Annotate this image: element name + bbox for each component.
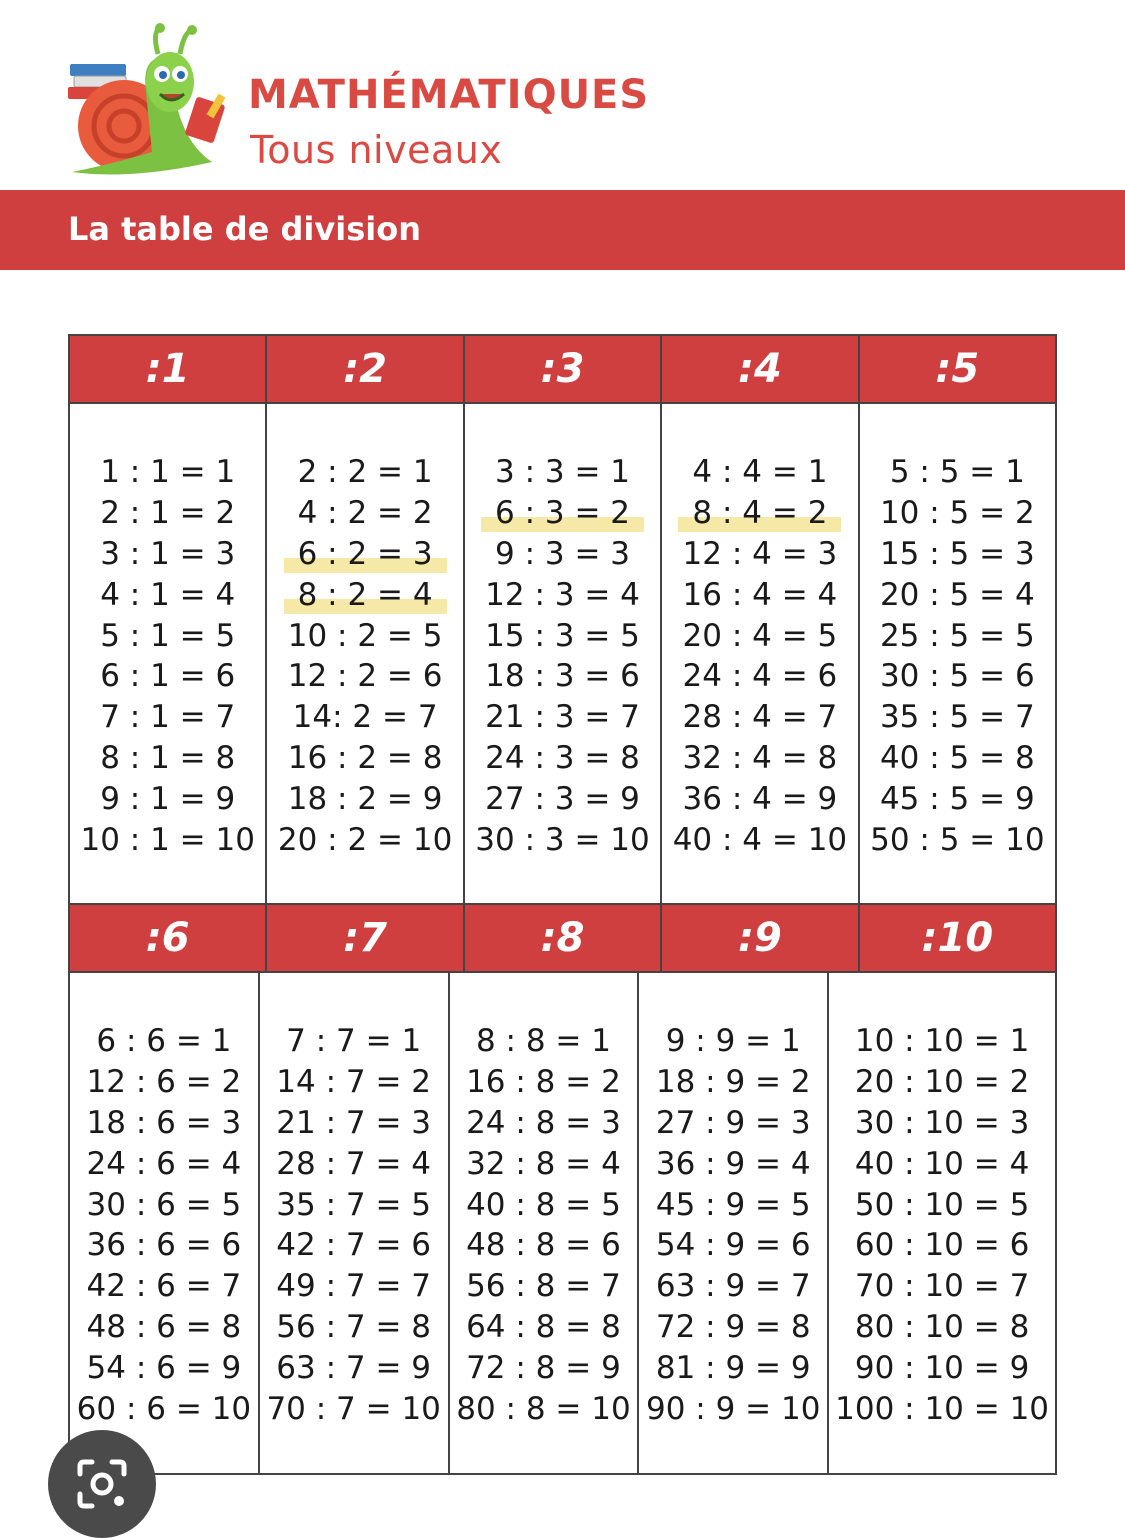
table-row: 21 : 7 = 3 — [276, 1104, 432, 1141]
table-row: 2 : 1 = 2 — [100, 494, 236, 531]
table-row: 10 : 10 = 1 — [854, 1023, 1030, 1059]
table-row: 20 : 4 = 5 — [682, 617, 838, 654]
table-row: 18 : 6 = 3 — [86, 1104, 242, 1141]
table-row: 48 : 8 = 6 — [466, 1227, 621, 1264]
table-column-8 — [450, 973, 640, 1473]
table-row: 5 : 1 = 5 — [100, 617, 236, 654]
table-row: 2 : 2 = 1 — [297, 454, 433, 490]
table-row: 42 : 6 = 7 — [86, 1268, 242, 1305]
table-row: 50 : 5 = 10 — [870, 822, 1045, 859]
table-row: 14 : 7 = 2 — [276, 1063, 432, 1100]
table-row: 81 : 9 = 9 — [655, 1350, 811, 1387]
table-header-4: :4 — [662, 336, 859, 402]
table-column-7 — [260, 973, 450, 1473]
table-row: 8 : 2 = 4 — [292, 575, 439, 616]
table-header-5: :5 — [935, 346, 980, 392]
table-row: 10 : 2 = 5 — [287, 617, 443, 654]
table-row: 64 : 8 = 8 — [466, 1309, 621, 1346]
table-row: 30 : 5 = 6 — [879, 658, 1035, 695]
table-column-4 — [662, 404, 859, 903]
table-row: 16 : 2 = 8 — [287, 740, 443, 777]
page-title: MATHÉMATIQUES — [248, 72, 650, 118]
table-row: 90 : 9 = 10 — [646, 1391, 821, 1428]
table-column-5 — [860, 404, 1055, 903]
table-row: 12 : 2 = 6 — [287, 658, 443, 695]
table-row: 48 : 6 = 8 — [86, 1309, 242, 1346]
table-row: 42 : 7 = 6 — [276, 1227, 432, 1264]
table-row: 36 : 4 = 9 — [682, 781, 838, 818]
table-header-10: :10 — [921, 915, 994, 961]
table-row: 24 : 6 = 4 — [86, 1145, 242, 1182]
table-row: 7 : 1 = 7 — [100, 699, 236, 736]
table-header-6: :6 — [70, 905, 267, 971]
table-row: 8 : 8 = 1 — [475, 1023, 611, 1059]
table-column-10 — [829, 973, 1055, 1473]
table-column-3 — [465, 404, 662, 903]
table-row: 45 : 5 = 9 — [879, 781, 1035, 818]
table-row: 32 : 4 = 8 — [682, 740, 838, 777]
table-column-9 — [639, 973, 829, 1473]
table-row: 15 : 3 = 5 — [485, 617, 640, 654]
table-row: 28 : 4 = 7 — [682, 699, 838, 736]
table-row: 6 : 6 = 1 — [96, 1023, 232, 1059]
table-row: 56 : 7 = 8 — [276, 1309, 432, 1346]
table-row: 90 : 10 = 9 — [854, 1350, 1030, 1387]
table-row: 9 : 9 = 1 — [665, 1023, 801, 1059]
table-row: 3 : 1 = 3 — [100, 535, 236, 572]
table-row: 80 : 8 = 10 — [456, 1391, 631, 1428]
table-row: 12 : 4 = 3 — [682, 535, 838, 572]
table-row: 18 : 2 = 9 — [287, 781, 443, 818]
table-row: 10 : 5 = 2 — [879, 494, 1035, 531]
table-row: 20 : 5 = 4 — [879, 576, 1035, 613]
table-row: 3 : 3 = 1 — [495, 454, 631, 490]
table-row: 24 : 4 = 6 — [682, 658, 838, 695]
table-header-8: :8 — [465, 905, 662, 971]
table-row: 30 : 3 = 10 — [475, 822, 650, 859]
table-row: 8 : 1 = 8 — [100, 740, 236, 777]
table-row: 10 : 1 = 10 — [80, 822, 255, 859]
table-row: 27 : 9 = 3 — [655, 1104, 811, 1141]
table-row: 32 : 8 = 4 — [466, 1145, 621, 1182]
table-row: 18 : 3 = 6 — [485, 658, 640, 695]
table-row: 30 : 10 = 3 — [854, 1104, 1030, 1141]
table-row: 12 : 6 = 2 — [86, 1063, 242, 1100]
table-header-1: :1 — [70, 336, 267, 402]
section-banner — [0, 190, 1125, 270]
table-row: 54 : 9 = 6 — [655, 1227, 811, 1264]
table-row: 6 : 2 = 3 — [292, 534, 439, 575]
table-row: 15 : 5 = 3 — [879, 535, 1035, 572]
table-row: 54 : 6 = 9 — [86, 1350, 242, 1387]
table-row: 63 : 9 = 7 — [655, 1268, 811, 1305]
table-row: 63 : 7 = 9 — [276, 1350, 432, 1387]
table-row: 60 : 10 = 6 — [854, 1227, 1030, 1264]
table-row: 70 : 10 = 7 — [854, 1268, 1030, 1305]
table-row: 45 : 9 = 5 — [655, 1186, 811, 1223]
table-column-2 — [267, 404, 464, 903]
table-row: 4 : 1 = 4 — [100, 576, 236, 613]
table-header-2: :2 — [267, 336, 464, 402]
table-row: 12 : 3 = 4 — [485, 576, 640, 613]
table-row: 40 : 5 = 8 — [879, 740, 1035, 777]
table-row: 56 : 8 = 7 — [466, 1268, 621, 1305]
table-row: 50 : 10 = 5 — [854, 1186, 1030, 1223]
table-header-row — [70, 905, 1055, 973]
table-row: 30 : 6 = 5 — [86, 1186, 242, 1223]
table-row: 72 : 8 = 9 — [466, 1350, 621, 1387]
table-row: 40 : 8 = 5 — [466, 1186, 621, 1223]
table-row: 4 : 2 = 2 — [297, 494, 433, 531]
table-row: 40 : 4 = 10 — [672, 822, 848, 859]
visual-search-lens-icon — [74, 1456, 130, 1512]
snail-with-books-icon — [62, 22, 238, 180]
section-title: La table de division — [68, 210, 421, 248]
table-row: 5 : 5 = 1 — [889, 454, 1025, 490]
table-row: 80 : 10 = 8 — [854, 1309, 1030, 1346]
table-row: 60 : 6 = 10 — [76, 1391, 252, 1428]
table-row: 20 : 2 = 10 — [277, 822, 453, 859]
table-row: 18 : 9 = 2 — [655, 1063, 811, 1100]
table-row: 100 : 10 = 10 — [835, 1391, 1050, 1428]
table-header-row — [70, 336, 1055, 404]
table-row: 6 : 3 = 2 — [489, 493, 636, 534]
table-row: 14: 2 = 7 — [292, 699, 438, 736]
table-row: 28 : 7 = 4 — [276, 1145, 432, 1182]
table-row: 70 : 7 = 10 — [266, 1391, 441, 1428]
table-row: 36 : 6 = 6 — [86, 1227, 242, 1264]
table-row: 6 : 1 = 6 — [100, 658, 236, 695]
table-row: 4 : 4 = 1 — [692, 454, 828, 490]
table-header-9: :9 — [662, 905, 859, 971]
table-row: 16 : 8 = 2 — [466, 1063, 621, 1100]
table-column-6 — [70, 973, 260, 1473]
table-row: 20 : 10 = 2 — [854, 1063, 1030, 1100]
table-row: 35 : 7 = 5 — [276, 1186, 432, 1223]
visual-search-lens-button[interactable] — [48, 1430, 156, 1538]
page-subtitle: Tous niveaux — [250, 128, 503, 172]
table-row: 8 : 4 = 2 — [686, 493, 833, 534]
table-row: 9 : 3 = 3 — [495, 535, 631, 572]
table-row: 27 : 3 = 9 — [485, 781, 640, 818]
table-row: 1 : 1 = 1 — [100, 454, 236, 490]
table-header-7: :7 — [267, 905, 464, 971]
division-table-bottom — [68, 905, 1057, 1475]
table-column-1 — [70, 404, 267, 903]
table-row: 25 : 5 = 5 — [879, 617, 1035, 654]
table-row: 36 : 9 = 4 — [655, 1145, 811, 1182]
table-row: 21 : 3 = 7 — [485, 699, 640, 736]
table-row: 24 : 3 = 8 — [485, 740, 640, 777]
table-row: 16 : 4 = 4 — [682, 576, 838, 613]
table-header-3: :3 — [465, 336, 662, 402]
table-row: 35 : 5 = 7 — [879, 699, 1035, 736]
table-row: 72 : 9 = 8 — [655, 1309, 811, 1346]
table-row: 24 : 8 = 3 — [466, 1104, 621, 1141]
division-table-top — [68, 334, 1057, 905]
table-row: 40 : 10 = 4 — [854, 1145, 1030, 1182]
table-row: 49 : 7 = 7 — [276, 1268, 432, 1305]
table-row: 9 : 1 = 9 — [100, 781, 236, 818]
table-row: 7 : 7 = 1 — [286, 1023, 422, 1059]
